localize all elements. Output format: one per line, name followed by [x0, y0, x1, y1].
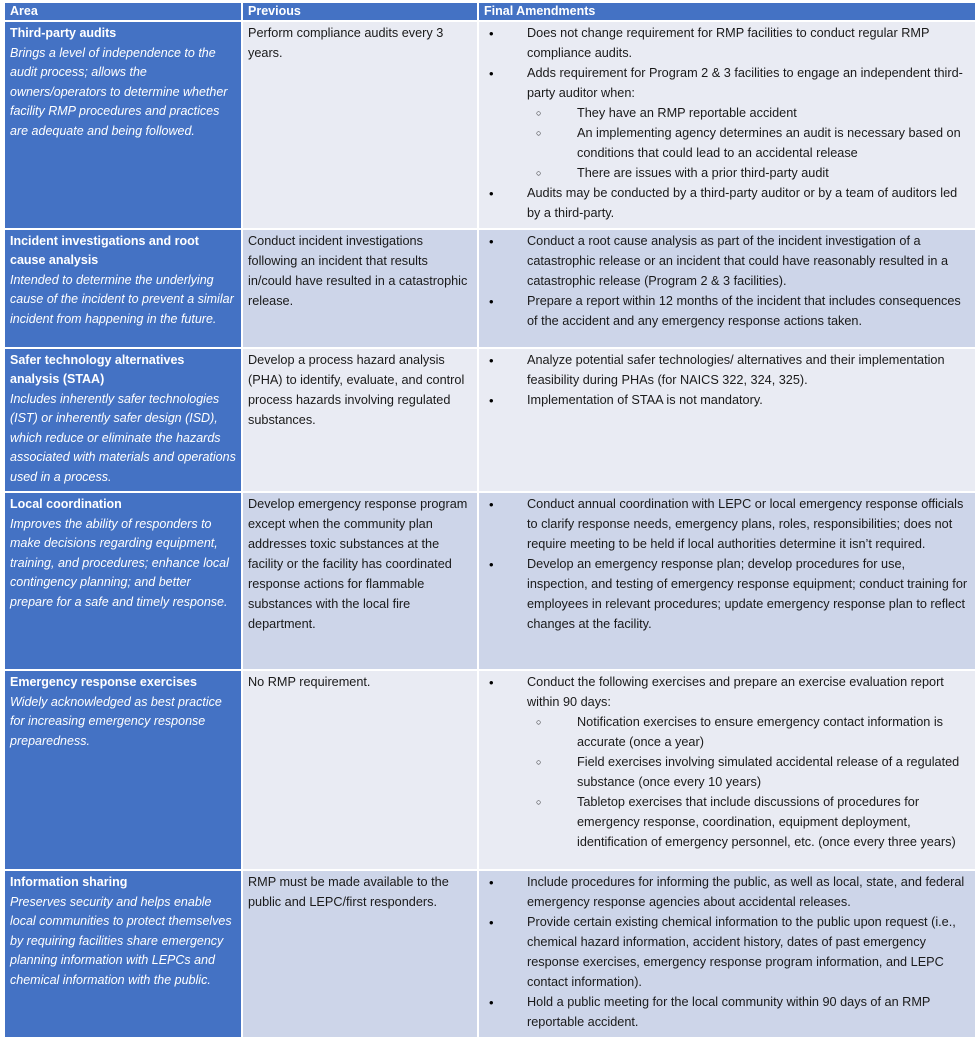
column-header-previous: Previous [242, 3, 478, 21]
amendment-bullet-item [484, 555, 969, 635]
table-row [5, 21, 975, 228]
amendment-bullet-item [484, 64, 969, 184]
area-title: Third-party audits [10, 26, 117, 41]
area-title: Information sharing [10, 875, 128, 890]
amendment-bullet-item [484, 292, 969, 332]
column-header-area: Area [5, 3, 242, 21]
area-description: Improves the ability of responders to make decisions regarding equipment, training, and procedures; enhance local contingency planning; and better prepare for a safe and timely response. [10, 516, 229, 609]
amendment-bullet-item [484, 351, 969, 391]
cell-area [5, 348, 242, 493]
table-row [5, 492, 975, 670]
table-row [5, 229, 975, 348]
cell-final-amendments [478, 870, 975, 1038]
amendment-bullet-text: Adds requirement for Program 2 & 3 facilities to engage an independent third-party auditor when: [527, 66, 963, 101]
amendment-bullet-item [484, 873, 969, 913]
amendment-bullet-list [484, 24, 969, 223]
cell-final-amendments [478, 492, 975, 670]
cell-area [5, 670, 242, 870]
table-row [5, 870, 975, 1038]
amendment-sub-bullet-item: ○ Notification exercises to ensure emergency contact information is accurate (once a year) [527, 713, 969, 753]
amendment-bullet-text: Prepare a report within 12 months of the incident that includes consequences of the accident and any emergency response actions taken. [527, 293, 961, 328]
amendment-bullet-list [484, 873, 969, 1033]
amendment-bullet-list [484, 673, 969, 852]
cell-previous: Conduct incident investigations following an incident that results in/could have resulted in a catastrophic release. [242, 229, 478, 348]
amendment-bullet-item [484, 993, 969, 1033]
amendment-sub-bullet-list [527, 713, 969, 853]
rmp-amendments-comparison-table [5, 3, 975, 1039]
amendment-bullet-text: Include procedures for informing the public, as well as local, state, and federal emergency response agencies about accidental releases. [527, 875, 965, 910]
area-description: Preserves security and helps enable local communities to protect themselves by requiring facilities share emergency planning information with LEPCs and chemical information with the public. [10, 894, 232, 987]
area-title: Emergency response exercises [10, 675, 197, 690]
table-row [5, 670, 975, 870]
amendment-bullet-list [484, 495, 969, 635]
amendment-sub-bullet-item: ○ An implementing agency determines an audit is necessary based on conditions that could lead to an accidental release [527, 124, 969, 164]
table-header-row [5, 3, 975, 21]
amendment-bullet-item [484, 184, 969, 224]
amendment-bullet-item [484, 673, 969, 852]
cell-previous: RMP must be made available to the public and LEPC/first responders. [242, 870, 478, 1038]
area-description: Widely acknowledged as best practice for increasing emergency response preparedness. [10, 694, 222, 748]
cell-previous: No RMP requirement. [242, 670, 478, 870]
cell-final-amendments [478, 21, 975, 228]
cell-area [5, 492, 242, 670]
amendment-sub-bullet-item: ○ There are issues with a prior third-party audit [527, 164, 969, 184]
amendment-bullet-item [484, 24, 969, 64]
amendment-bullet-item [484, 913, 969, 993]
amendment-sub-bullet-item: ○ They have an RMP reportable accident [527, 104, 969, 124]
cell-previous: Develop emergency response program except when the community plan addresses toxic substances at the facility or the facility has coordinated response actions for flammable substances with the local fire department. [242, 492, 478, 670]
area-description: Includes inherently safer technologies (IST) or inherently safer design (ISD), which reduce or eliminate the hazards associated with materials and operations used in a process. [10, 391, 236, 484]
amendment-bullet-text: Does not change requirement for RMP facilities to conduct regular RMP compliance audits. [527, 26, 930, 61]
cell-area [5, 229, 242, 348]
amendment-bullet-item [484, 232, 969, 292]
amendment-bullet-text: Conduct a root cause analysis as part of the incident investigation of a catastrophic release or an incident that could have reasonably resulted in a catastrophic release (Program 2 & 3 facilities). [527, 233, 949, 288]
cell-final-amendments [478, 229, 975, 348]
amendment-bullet-list [484, 232, 969, 332]
amendment-bullet-item [484, 391, 969, 411]
column-header-final-amendments: Final Amendments [478, 3, 975, 21]
amendment-bullet-text: Develop an emergency response plan; develop procedures for use, inspection, and testing of emergency response equipment; conduct training for employees in relevant procedures; update emergency response plan to reflect changes at the facility. [527, 557, 968, 631]
cell-final-amendments [478, 348, 975, 493]
cell-final-amendments [478, 670, 975, 870]
cell-previous: Develop a process hazard analysis (PHA) to identify, evaluate, and control process hazards involving regulated substances. [242, 348, 478, 493]
area-title: Safer technology alternatives analysis (STAA) [10, 352, 185, 387]
area-description: Intended to determine the underlying cause of the incident to prevent a similar incident from happening in the future. [10, 272, 234, 326]
amendment-bullet-text: Conduct the following exercises and prepare an exercise evaluation report within 90 days: [527, 675, 944, 710]
amendment-bullet-text: Conduct annual coordination with LEPC or local emergency response officials to clarify response needs, emergency plans, roles, responsibilities; does not require meeting to be held if local authorities determine it isn’t required. [527, 497, 964, 552]
area-description: Brings a level of independence to the audit process; allows the owners/operators to determine whether facility RMP procedures and practices are adequate and being followed. [10, 45, 228, 138]
table-row [5, 348, 975, 493]
cell-area [5, 21, 242, 228]
comparison-table-container [0, 3, 977, 1027]
amendment-sub-bullet-item: ○ Tabletop exercises that include discussions of procedures for emergency response, coordination, equipment deployment, identification of emergency personnel, etc. (once every three years) [527, 793, 969, 853]
area-title: Incident investigations and root cause analysis [10, 233, 199, 268]
amendment-bullet-text: Audits may be conducted by a third-party auditor or by a team of auditors led by a third-party. [527, 185, 958, 220]
cell-area [5, 870, 242, 1038]
amendment-bullet-list [484, 351, 969, 411]
amendment-bullet-text: Implementation of STAA is not mandatory. [527, 392, 763, 407]
area-title: Local coordination [10, 497, 122, 512]
amendment-sub-bullet-item: ○ Field exercises involving simulated accidental release of a regulated substance (once every 10 years) [527, 753, 969, 793]
amendment-bullet-text: Provide certain existing chemical information to the public upon request (i.e., chemical hazard information, accident history, dates of past emergency response exercises, emergency response program information, and LEPC contact information). [527, 915, 956, 989]
amendment-bullet-text: Analyze potential safer technologies/ alternatives and their implementation feasibility during PHAs (for NAICS 322, 324, 325). [527, 352, 945, 387]
amendment-sub-bullet-list [527, 104, 969, 184]
cell-previous: Perform compliance audits every 3 years. [242, 21, 478, 228]
amendment-bullet-text: Hold a public meeting for the local community within 90 days of an RMP reportable accident. [527, 994, 931, 1029]
amendment-bullet-item [484, 495, 969, 555]
table-body [5, 21, 975, 1037]
